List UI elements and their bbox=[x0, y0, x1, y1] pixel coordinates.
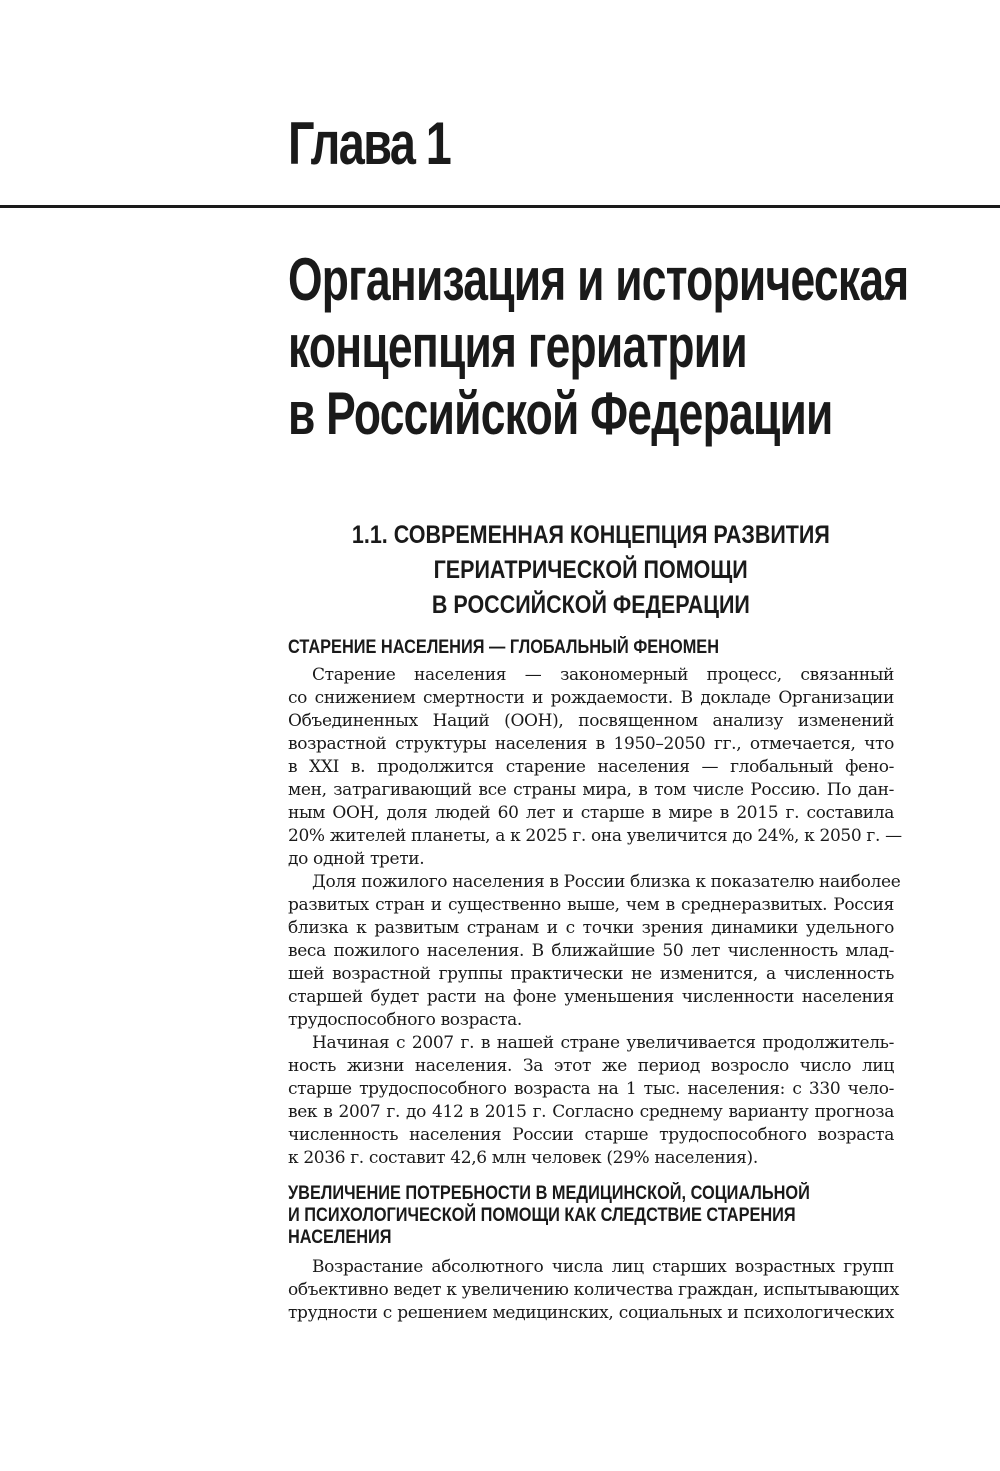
text-line: ность жизни населения. За этот же период возросло число лиц bbox=[288, 1056, 894, 1076]
text-line: со снижением смертности и рождаемости. В докладе Организации bbox=[288, 688, 894, 708]
text-line: развитых стран и существенно выше, чем в среднеразвитых. Россия bbox=[288, 895, 894, 915]
chapter-divider bbox=[0, 205, 1000, 208]
section-title bbox=[288, 518, 894, 623]
chapter-label: Глава 1 bbox=[288, 110, 451, 177]
text-line: 20% жителей планеты, а к 2025 г. она увеличится до 24%, к 2050 г. — bbox=[288, 826, 902, 846]
chapter-title-line: концепция гериатрии bbox=[288, 313, 747, 380]
chapter-title bbox=[288, 246, 909, 447]
text-line: Начиная с 2007 г. в нашей стране увеличивается продолжитель- bbox=[312, 1033, 894, 1053]
text-line: Возрастание абсолютного числа лиц старших возрастных групп bbox=[312, 1257, 894, 1277]
chapter-title-line: в Российской Федерации bbox=[288, 380, 833, 447]
section-title-line: В РОССИЙСКОЙ ФЕДЕРАЦИИ bbox=[432, 591, 750, 619]
subsection-heading bbox=[288, 637, 719, 659]
text-line: старше трудоспособного возраста на 1 тыс. населения: с 330 чело- bbox=[288, 1079, 894, 1099]
section-title-line: 1.1. СОВРЕМЕННАЯ КОНЦЕПЦИЯ РАЗВИТИЯ bbox=[352, 521, 830, 549]
text-line: Старение населения — закономерный процесс, связанный bbox=[312, 665, 894, 685]
text-line: трудоспособного возраста. bbox=[288, 1010, 522, 1030]
text-line: старшей будет расти на фоне уменьшения численности населения bbox=[288, 987, 894, 1007]
body-text bbox=[288, 1256, 899, 1325]
text-line: трудности с решением медицинских, социальных и психологических bbox=[288, 1303, 894, 1323]
subsection-heading-line: НАСЕЛЕНИЯ bbox=[288, 1227, 392, 1248]
chapter-title-line: Организация и историческая bbox=[288, 246, 909, 313]
text-line: век в 2007 г. до 412 в 2015 г. Согласно среднему варианту прогноза bbox=[288, 1102, 894, 1122]
subsection-heading-line: УВЕЛИЧЕНИЕ ПОТРЕБНОСТИ В МЕДИЦИНСКОЙ, СОЦИАЛЬНОЙ bbox=[288, 1183, 810, 1204]
text-line: ным ООН, доля людей 60 лет и старше в мире в 2015 г. составила bbox=[288, 803, 894, 823]
subsection-heading-line: И ПСИХОЛОГИЧЕСКОЙ ПОМОЩИ КАК СЛЕДСТВИЕ СТАРЕНИЯ bbox=[288, 1205, 796, 1226]
section-title-line: ГЕРИАТРИЧЕСКОЙ ПОМОЩИ bbox=[433, 556, 749, 584]
body-text bbox=[288, 664, 902, 1170]
text-line: Доля пожилого населения в России близка к показателю наиболее bbox=[312, 872, 901, 892]
text-line: к 2036 г. составит 42,6 млн человек (29% населения). bbox=[288, 1148, 758, 1168]
text-line: шей возрастной группы практически не изменится, а численность bbox=[288, 964, 894, 984]
text-line: в XXI в. продолжится старение населения — глобальный фено- bbox=[288, 757, 894, 777]
text-line: численность населения России старше трудоспособного возраста bbox=[288, 1125, 894, 1145]
text-line: до одной трети. bbox=[288, 849, 425, 869]
subsection-heading-line: СТАРЕНИЕ НАСЕЛЕНИЯ — ГЛОБАЛЬНЫЙ ФЕНОМЕН bbox=[288, 637, 720, 658]
text-line: Объединенных Наций (ООН), посвященном анализу изменений bbox=[288, 711, 894, 731]
subsection-heading bbox=[288, 1183, 810, 1249]
text-line: близка к развитым странам и с точки зрения динамики удельного bbox=[288, 918, 894, 938]
text-line: объективно ведет к увеличению количества граждан, испытывающих bbox=[288, 1280, 899, 1300]
text-line: веса пожилого населения. В ближайшие 50 лет численность млад- bbox=[288, 941, 894, 961]
text-line: возрастной структуры населения в 1950–2050 гг., отмечается, что bbox=[288, 734, 894, 754]
text-line: мен, затрагивающий все страны мира, в том числе Россию. По дан- bbox=[288, 780, 894, 800]
